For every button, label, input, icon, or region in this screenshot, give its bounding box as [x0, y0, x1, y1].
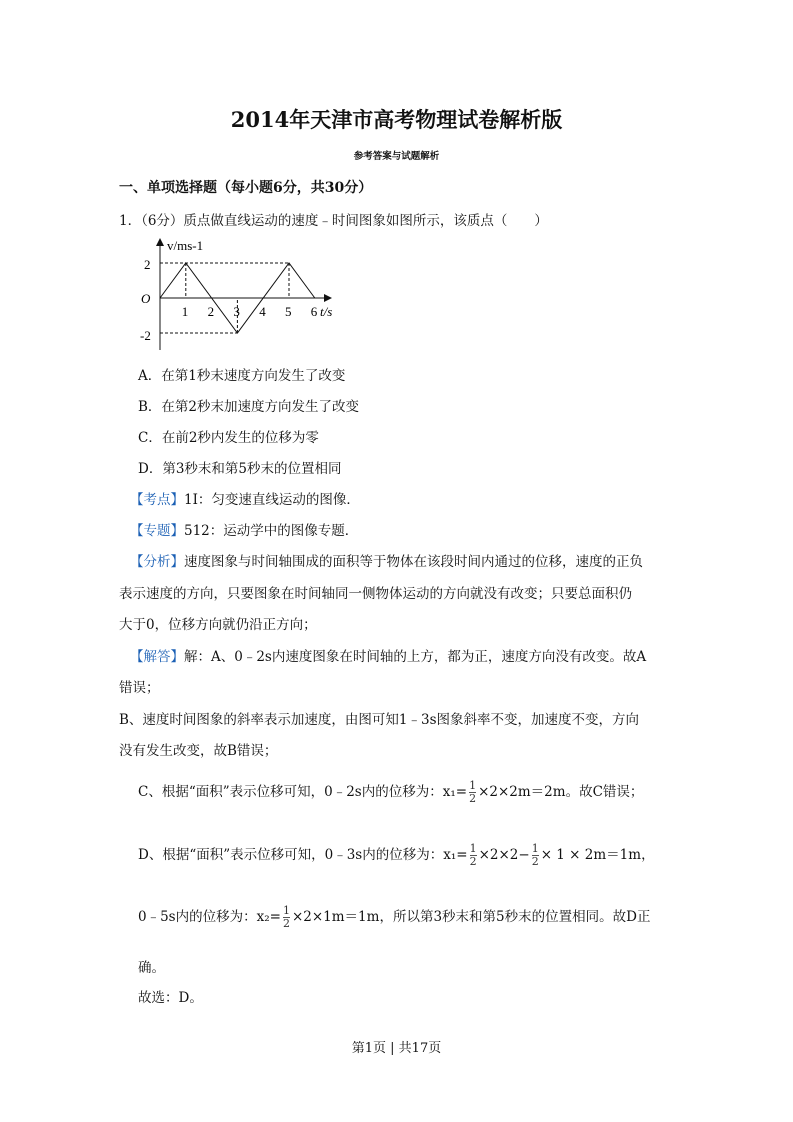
x-tick-4: 4 — [259, 304, 266, 319]
fraction — [470, 843, 477, 868]
text: C、根据“面积”表示位移可知，0﹣2s内的位移为：x₁= — [138, 784, 468, 800]
jieda-line: 解：A、0﹣2s内速度图象在时间轴的上方，都为正，速度方向没有改变。故A — [184, 649, 647, 665]
text: 0﹣5s内的位移为：x₂= — [138, 909, 281, 925]
jieda-line: 错误； — [119, 680, 160, 696]
denominator: 2 — [282, 917, 290, 930]
vt-graph — [130, 232, 350, 350]
subtitle: 参考答案与试题解析 — [353, 151, 440, 162]
fenxi-line: 速度图象与时间轴围成的面积等于物体在该段时间内通过的位移，速度的正负 — [184, 554, 643, 570]
fraction — [532, 843, 539, 868]
x-axis-label: t/s — [320, 304, 333, 319]
kaodian-tag: 【考点】 — [130, 492, 184, 508]
text: D、根据“面积”表示位移可知，0﹣3s内的位移为：x₁= — [138, 847, 468, 863]
option-d: D．第3秒末和第5秒末的位置相同 — [138, 461, 342, 477]
denominator: 2 — [531, 855, 539, 868]
y-tick-neg2: -2 — [140, 328, 151, 343]
x-tick-3: 3 — [233, 304, 240, 319]
zhuanti — [130, 519, 358, 539]
text: ×2×2m＝2m。故C错误； — [478, 784, 644, 800]
x-tick-5: 5 — [285, 304, 292, 319]
jieda-line: B、速度时间图象的斜率表示加速度，由图可知1﹣3s图象斜率不变，加速度不变，方向 — [119, 712, 640, 728]
solution-end: 确。 — [138, 960, 165, 976]
jieda-tag: 【解答】 — [130, 649, 184, 665]
y-tick-2: 2 — [144, 257, 151, 272]
text: ×2×2− — [478, 847, 530, 863]
option-c: C．在前2秒内发生的位移为零 — [138, 430, 319, 446]
fraction — [283, 905, 290, 930]
zhuanti-tag: 【专题】 — [130, 523, 184, 539]
solution-d — [138, 843, 655, 868]
section-heading: 一、单项选择题（每小题6分，共30分） — [119, 180, 373, 196]
fenxi — [130, 550, 643, 570]
origin-label: O — [141, 291, 151, 306]
text: ×2×1m＝1m，所以第3秒末和第5秒末的位置相同。故D正 — [291, 909, 651, 925]
numerator: 1 — [469, 779, 477, 792]
denominator: 2 — [469, 855, 477, 868]
denominator: 2 — [469, 792, 477, 805]
x-tick-2: 2 — [207, 304, 215, 319]
kaodian — [130, 488, 360, 508]
jieda — [130, 645, 646, 665]
fenxi-line: 大于0，位移方向就仍沿正方向； — [119, 617, 317, 633]
option-b: B．在第2秒末加速度方向发生了改变 — [138, 399, 360, 415]
page-title: 2014年天津市高考物理试卷解析版 — [230, 107, 563, 132]
numerator: 1 — [469, 842, 477, 855]
numerator: 1 — [531, 842, 539, 855]
fenxi-line: 表示速度的方向，只要图象在时间轴同一侧物体运动的方向就没有改变；只要总面积仍 — [119, 586, 632, 602]
answer: 故选：D。 — [138, 990, 203, 1006]
x-tick-6: 6 — [310, 304, 318, 319]
page-footer: 第1页 | 共17页 — [351, 1041, 442, 1056]
solution-c — [138, 780, 643, 805]
solution-d-2 — [138, 905, 650, 930]
fenxi-tag: 【分析】 — [130, 554, 184, 570]
question-text: 1．（6分）质点做直线运动的速度﹣时间图象如图所示，该质点（ ） — [119, 213, 548, 229]
option-a: A．在第1秒末速度方向发生了改变 — [138, 368, 346, 384]
text: × 1 × 2m＝1m， — [540, 847, 655, 863]
y-axis-label: v/ms-1 — [167, 238, 204, 253]
jieda-line: 没有发生改变，故B错误； — [119, 743, 278, 759]
numerator: 1 — [282, 904, 290, 917]
x-tick-1: 1 — [181, 304, 189, 319]
kaodian-text: 1I：匀变速直线运动的图像． — [184, 492, 360, 508]
zhuanti-text: 512：运动学中的图像专题． — [184, 523, 359, 539]
fraction — [469, 780, 476, 805]
